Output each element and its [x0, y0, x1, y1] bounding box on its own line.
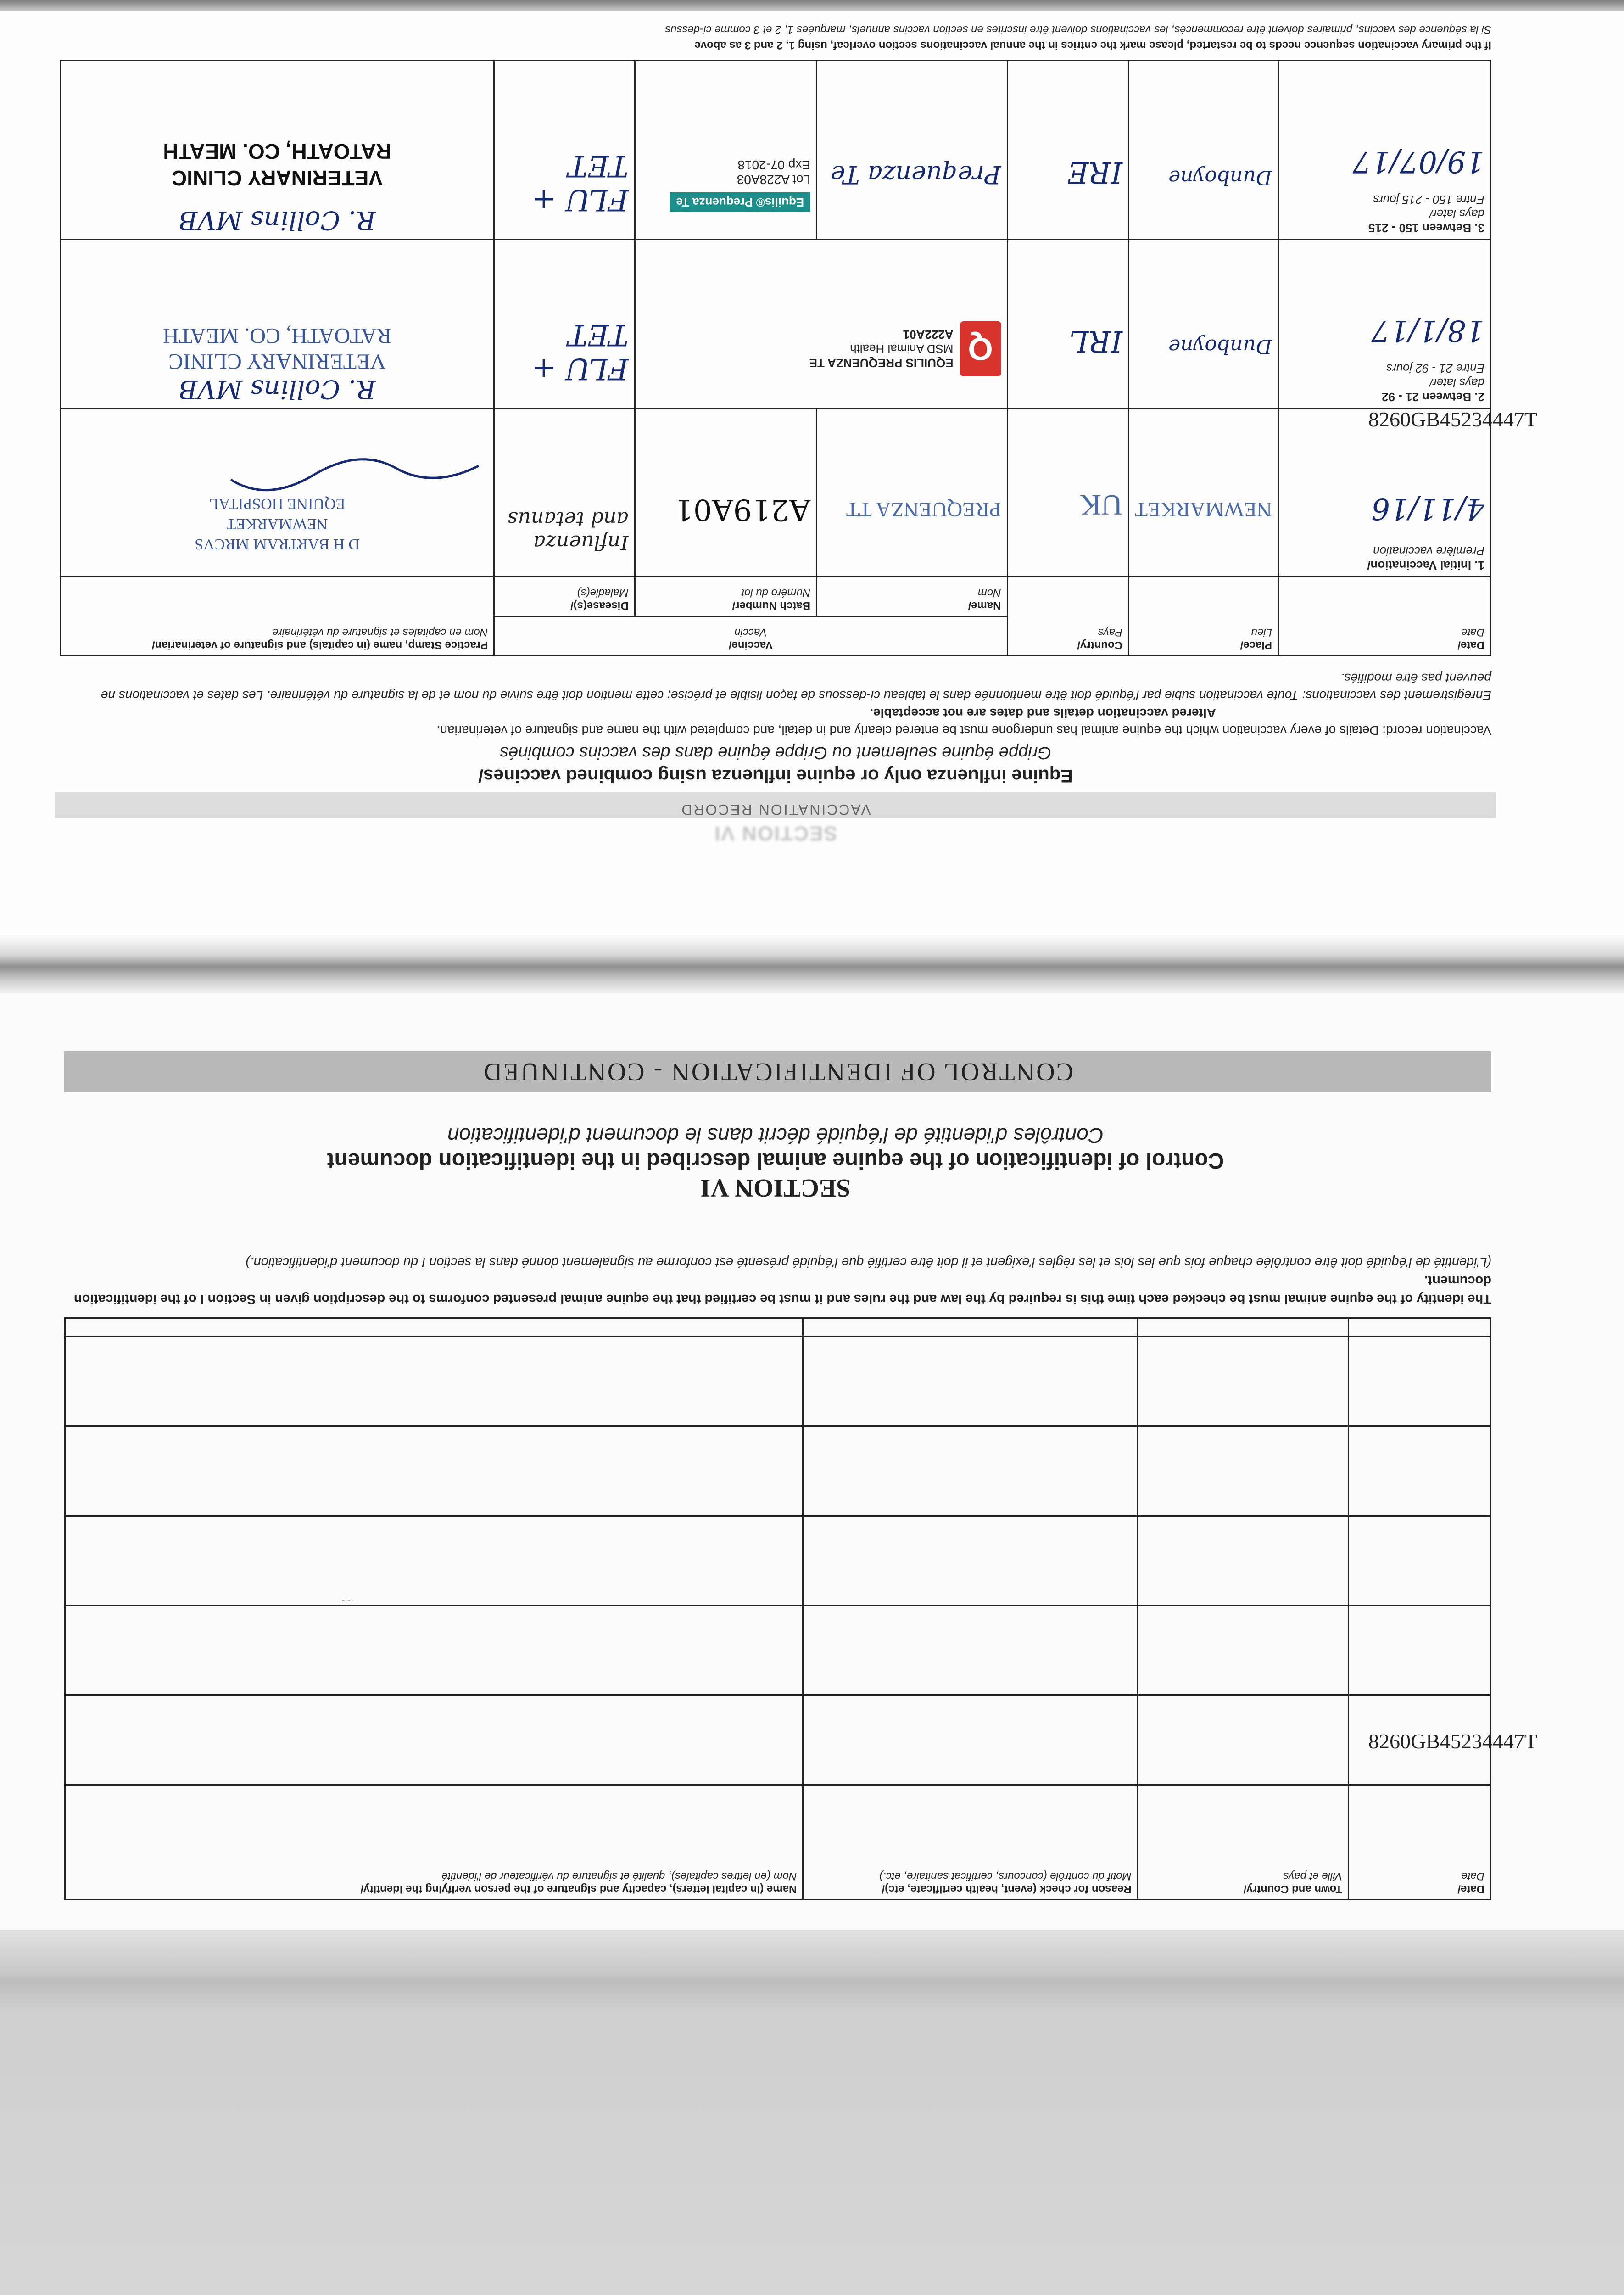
row-country-cell: [1007, 408, 1128, 577]
book-gutter: [0, 934, 1624, 993]
record-instructions: [60, 669, 1491, 739]
header-vaccine: Vaccine/ Vaccin: [494, 616, 1008, 655]
vaccine-sticker-name: Equilis® Prequenza Te: [670, 192, 810, 212]
row-stamp-cell: [61, 61, 494, 240]
record-fr: Enregistrement des vaccinations: Toute vaccination subie par l'équidé doit être mentionnée dans le tableau ci-dessous de façon lisible et précise; cette mention doit être suivie du nom et de la signature du vétérinaire. Les dates et vaccinations ne peuvent pas être modifiés.: [100, 671, 1491, 703]
identity-text-fr: (L'identité de l'équidé doit être contrôlée chaque fois que les lois et les règles l'exigent et il doit être certifié que l'équidé présenté est conforme au signalement donné dans la section I du document d'identification.): [245, 1255, 1491, 1270]
document-id: 8260GB45234447T: [1368, 1730, 1537, 1753]
header-verifier: Name (in capital letters), capacity and signature of the person verifying the identity/ Nom (en lettres capitales), qualité et signature du vérificateur de l'identité: [65, 1785, 803, 1899]
header-disease: Disease(s)/ Maladie(s): [494, 577, 635, 616]
table-header: [65, 1785, 1491, 1899]
pencil-mark: ~~: [341, 1595, 353, 1606]
table-row: [65, 1318, 1491, 1337]
header-date: Date/ Date: [1349, 1785, 1491, 1899]
row-expiry: 07-2018: [737, 158, 785, 173]
identity-text-en: The identity of the equine animal must be checked each time this is required by the law and the rules and it must be certified that the equine animal presented conforms to the description given in Section I of the identification document.: [73, 1273, 1491, 1306]
title-fr: Contrôles d'identité de l'équidé décrit dans le document d'identification: [447, 1124, 1104, 1148]
section-heading: [41, 743, 1510, 845]
scanner-top-edge: [0, 0, 1624, 11]
vaccination-table: [60, 60, 1491, 656]
row-vaccine-label-cell: [635, 240, 1007, 408]
row-country: UK: [1080, 488, 1123, 521]
band-text: VACCINATION RECORD: [680, 801, 871, 818]
header-place: Place/ Lieu: [1129, 577, 1278, 655]
row-disease: FLU + TET: [531, 149, 629, 217]
header-name: Name/ Nom: [817, 577, 1007, 616]
primary-sequence-note: If the primary vaccination sequence needs to be restarted, please mark the entries in the annual vaccinations section overleaf, using 1, 2 and 3 as above Si la séquence des vaccins, primaires doivent être recommencés, les vaccinations doivent être inscrites en section vaccins annuels, marquées 1, 2 et 3 comme ci-dessus: [665, 23, 1491, 51]
row-date-cell: 2. Between 21 - 92 days later/ Entre 21 - 92 jours 18/1/17: [1278, 240, 1491, 408]
row-country-cell: [1007, 240, 1128, 408]
section-heading: [41, 1123, 1510, 1203]
row-date: 19/07/17: [1352, 145, 1484, 179]
page-17: [41, 23, 1537, 913]
row-batch-cell: [635, 61, 817, 240]
row-place-cell: [1129, 61, 1278, 240]
title-fr: Grippe équine seulement ou Grippe équine dans des vaccins combinés: [500, 743, 1051, 762]
row-disease: Influenza and tetanus: [508, 507, 629, 554]
title-en: Control of identification of the equine animal described in the identification document: [327, 1148, 1224, 1173]
vaccine-sticker: [641, 321, 1001, 376]
header-town: Town and Country/ Ville et pays: [1138, 1785, 1349, 1899]
row-disease-cell: [494, 240, 635, 408]
table-row: [65, 1516, 1491, 1605]
row-place-cell: [1129, 408, 1278, 577]
header-date: Date/ Date: [1278, 577, 1491, 655]
header-stamp: Practice Stamp, name (in capitals) and signature of veterinarian/ Nom en capitales et signature du vétérinaire: [61, 577, 494, 655]
header-batch: Batch Number/ Numéro du lot: [635, 577, 817, 616]
signature-scribble: [212, 452, 488, 493]
row-country: IRL: [1069, 324, 1123, 358]
vet-signature: R. Collins MVB: [179, 374, 376, 404]
row-date: 18/1/17: [1371, 313, 1484, 347]
table-row: [61, 408, 1491, 577]
continued-header: CONTROL OF IDENTIFICATION - CONTINUED: [64, 1051, 1491, 1092]
row-stamp-cell: [61, 408, 494, 577]
row-vaccine-cell: [817, 61, 1007, 240]
row-disease: FLU + TET: [531, 317, 629, 386]
vet-signature: R. Collins MVB: [179, 205, 376, 235]
table-row: [65, 1426, 1491, 1516]
row-batch: A228A03: [737, 173, 790, 187]
table-row: [65, 1337, 1491, 1426]
identity-check-table: [64, 1317, 1491, 1900]
vaccine-sticker-name: EQUILIS PREQUENZA TE: [809, 356, 954, 370]
row-disease-cell: [494, 61, 635, 240]
table-row: [65, 1606, 1491, 1695]
row-place: NEWMARKET: [1135, 498, 1272, 521]
row-vaccine: PREQUENZA TT: [846, 498, 1001, 521]
row-date-cell: 1. Initial Vaccination/ Première vaccination 4/11/16: [1278, 408, 1491, 577]
header-country: Country/ Pays: [1007, 577, 1128, 655]
row-place-cell: [1129, 240, 1278, 408]
section-band: [55, 792, 1496, 818]
table-row: [61, 61, 1491, 240]
title-en: Equine influenza only or equine influenza using combined vaccines/: [478, 766, 1073, 786]
clinic-stamp: VETERINARY CLINIC RATOATH, CO. MEATH: [163, 140, 391, 190]
row-vaccine: Prequenza Te: [830, 160, 1001, 190]
table-header-top: [61, 616, 1491, 655]
page-stack-edge: [0, 1930, 1624, 2295]
header-reason: Reason for check (event, health certificate, etc)/ Motif du contrôle (concours, certificat sanitaire, etc.): [803, 1785, 1138, 1899]
row-place: Dunboyne: [1168, 166, 1272, 190]
row-vaccine-cell: [817, 408, 1007, 577]
record-altered: Altered vaccination details and dates are not acceptable.: [870, 706, 1216, 720]
section-label: SECTION VI: [714, 822, 837, 845]
table-row: [61, 240, 1491, 408]
table-row: [65, 1695, 1491, 1785]
batch-sticker: Equilis® Prequenza Te Lot A228A03 Exp 07-2018: [641, 157, 811, 212]
row-date-cell: 3. Between 150 - 215 days later/ Entre 150 - 215 jours 19/07/17: [1278, 61, 1491, 240]
row-batch-cell: [635, 408, 817, 577]
row-stamp-cell: [61, 240, 494, 408]
vaccine-logo: Q: [960, 321, 1001, 376]
practice-stamp: D H BARTRAM MRCVS NEWMARKET EQUINE HOSPITAL: [195, 495, 360, 553]
document-id: 8260GB45234447T: [1368, 408, 1537, 431]
row-place: Dunboyne: [1168, 334, 1272, 358]
record-en: Vaccination record: Details of every vaccination which the equine animal has undergone must be entered clearly and in detail, and completed with the name and signature of veterinarian.: [436, 723, 1491, 738]
clinic-stamp: VETERINARY CLINIC RATOATH, CO. MEATH: [163, 323, 391, 374]
row-country: IRE: [1067, 155, 1123, 190]
page-16: [41, 987, 1537, 1919]
identity-instructions: [64, 1253, 1491, 1308]
row-country-cell: [1007, 61, 1128, 240]
section-label: SECTION VI: [700, 1174, 851, 1202]
vaccine-sticker-brand: MSD Animal Health: [850, 342, 954, 356]
row-disease-cell: [494, 408, 635, 577]
row-date: 4/11/16: [1371, 491, 1484, 526]
row-batch: A222A01: [903, 328, 954, 342]
row-batch: A219A01: [675, 492, 811, 526]
